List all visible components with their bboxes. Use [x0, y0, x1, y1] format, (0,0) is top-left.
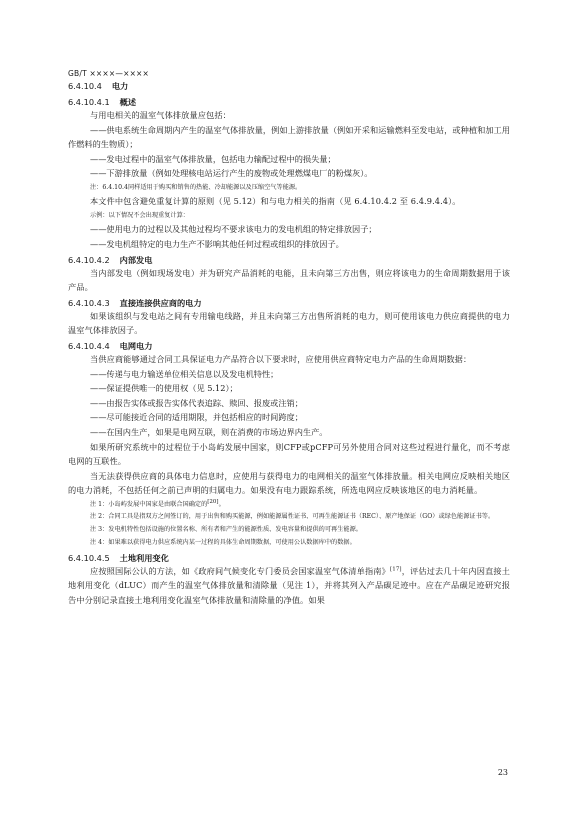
paragraph: 如果所研究系统中的过程位于小岛屿发展中国家，则CFP或pCFP可另外使用合同对这些过程进行量化，而不考虑电网的互联性。 — [68, 441, 510, 467]
list-item: ——尽可能接近合同的适用期限，并包括相应的时间跨度； — [90, 412, 303, 423]
section-title: 电网电力 — [119, 340, 153, 351]
section-number: 6.4.10.4.5 — [68, 552, 110, 563]
page-number: 23 — [497, 768, 508, 777]
paragraph-text: 应按照国际公认的方法，如《政府间气候变化专门委员会国家温室气体清单指南》 — [90, 565, 390, 576]
section-number: 6.4.10.4.2 — [68, 254, 110, 265]
paragraph: 与用电相关的温室气体排放量应包括： — [90, 110, 231, 120]
citation-ref: [17] — [389, 566, 402, 573]
section-title: 内部发电 — [119, 254, 153, 265]
note-text: 注 1：小岛屿发展中国家是由联合国确定的 — [90, 500, 208, 508]
note-text-end: 。 — [218, 500, 225, 508]
standard-code: GB/T ××××—×××× — [68, 69, 150, 78]
paragraph — [68, 564, 510, 608]
section-number: 6.4.10.4.3 — [68, 297, 110, 308]
note: 注：6.4.10.4同样适用于购买和销售的热能、冷却能源以及压缩空气等能源。 — [90, 183, 302, 191]
section-title: 直接连接供应商的电力 — [119, 297, 202, 308]
citation-ref: [20] — [207, 498, 219, 505]
note-3: 注 3：发电机特性包括设施的位置名称、所有者和产生的能源性质、发电容量和提供的可再生能源。 — [90, 526, 362, 534]
paragraph: 如果该组织与发电站之间有专用输电线路，并且未向第三方出售所消耗的电力，则可使用该电力供应商提供的电力温室气体排放因子。 — [68, 310, 510, 336]
section-heading-6-4-10-4-5 — [68, 553, 510, 564]
document-body — [68, 81, 510, 608]
note-1 — [68, 498, 510, 511]
paragraph: 当内部发电（例如现场发电）并为研究产品消耗的电能，且未向第三方出售，则应将该电力的生命周期数据用于该产品。 — [68, 267, 510, 293]
paragraph-text: ，评估过去几十年内因直接土地利用变化（dLUC）而产生的温室气体排放量和清除量（见注 1），并将其列入产品碳足迹中。应在产品碳足迹研究报告中分别记录直接土地利用变化温室气体排放量和清除量的净值。如果 — [68, 565, 510, 606]
section-title: 电力 — [111, 81, 129, 91]
paragraph: 本文件中包含避免重复计算的原则（见 5.12）和与电力相关的指南（见 6.4.10.4.2 至 6.4.9.4.4）。 — [90, 196, 461, 207]
paragraph: 当供应商能够通过合同工具保证电力产品符合以下要求时，应使用供应商特定电力产品的生命周期数据： — [90, 353, 472, 364]
section-number: 6.4.10.4.1 — [68, 97, 110, 107]
list-item: ——使用电力的过程以及其他过程均不要求该电力的发电机组的特定排放因子； — [90, 224, 377, 235]
list-item: ——保证提供唯一的使用权（见 5.12）； — [90, 383, 238, 394]
section-number: 6.4.10.4.4 — [68, 340, 110, 351]
section-heading-6-4-10-4 — [68, 81, 510, 92]
list-item: ——供电系统生命周期内产生的温室气体排放量，例如上游排放量（例如开采和运输燃料至发电站，或种植和加工用作燃料的生物质）； — [68, 124, 510, 150]
list-item: ——下游排放量（例如处理核电站运行产生的废物或处理燃煤电厂的粉煤灰）。 — [90, 168, 373, 179]
list-item: ——传递与电力输送单位相关信息以及发电机特性； — [90, 368, 279, 379]
list-item: ——由报告实体或报告实体代表追踪、赎回、报废或注销； — [90, 397, 303, 408]
section-title: 概述 — [119, 97, 137, 107]
list-item: ——发电机组特定的电力生产不影响其他任何过程或组织的排放因子。 — [90, 238, 344, 249]
note-2: 注 2：合同工具是指双方之间签订的，用于出售和购买能源，例如能源属性证书、可再生能源证书（REC）、原产地保证（GO）或绿色能源证书等。 — [90, 513, 495, 521]
section-heading-6-4-10-4-2 — [68, 255, 510, 266]
note-4: 注 4：如果难以获得电力供应系统内某一过程的具体生命周期数据，可使用公认数据库中的数据。 — [90, 539, 356, 547]
paragraph: 当无法获得供应商的具体电力信息时，应使用与获得电力的电网相关的温室气体排放量。相关电网应反映相关地区的电力消耗，不包括任何之前已声明的归属电力。如果没有电力跟踪系统，所选电网应反映该地区的电力消耗量。 — [68, 470, 510, 496]
example-label: 示例：以下情况不会出现重复计算： — [90, 211, 189, 219]
section-heading-6-4-10-4-4 — [68, 341, 510, 352]
section-number: 6.4.10.4 — [68, 81, 102, 91]
section-heading-6-4-10-4-3 — [68, 298, 510, 309]
section-title: 土地利用变化 — [119, 552, 169, 563]
section-heading-6-4-10-4-1 — [68, 97, 510, 108]
list-item: ——在国内生产，如果是电网互联，则在消费的市场边界内生产。 — [90, 426, 328, 437]
list-item: ——发电过程中的温室气体排放量，包括电力输配过程中的损失量； — [90, 153, 336, 164]
